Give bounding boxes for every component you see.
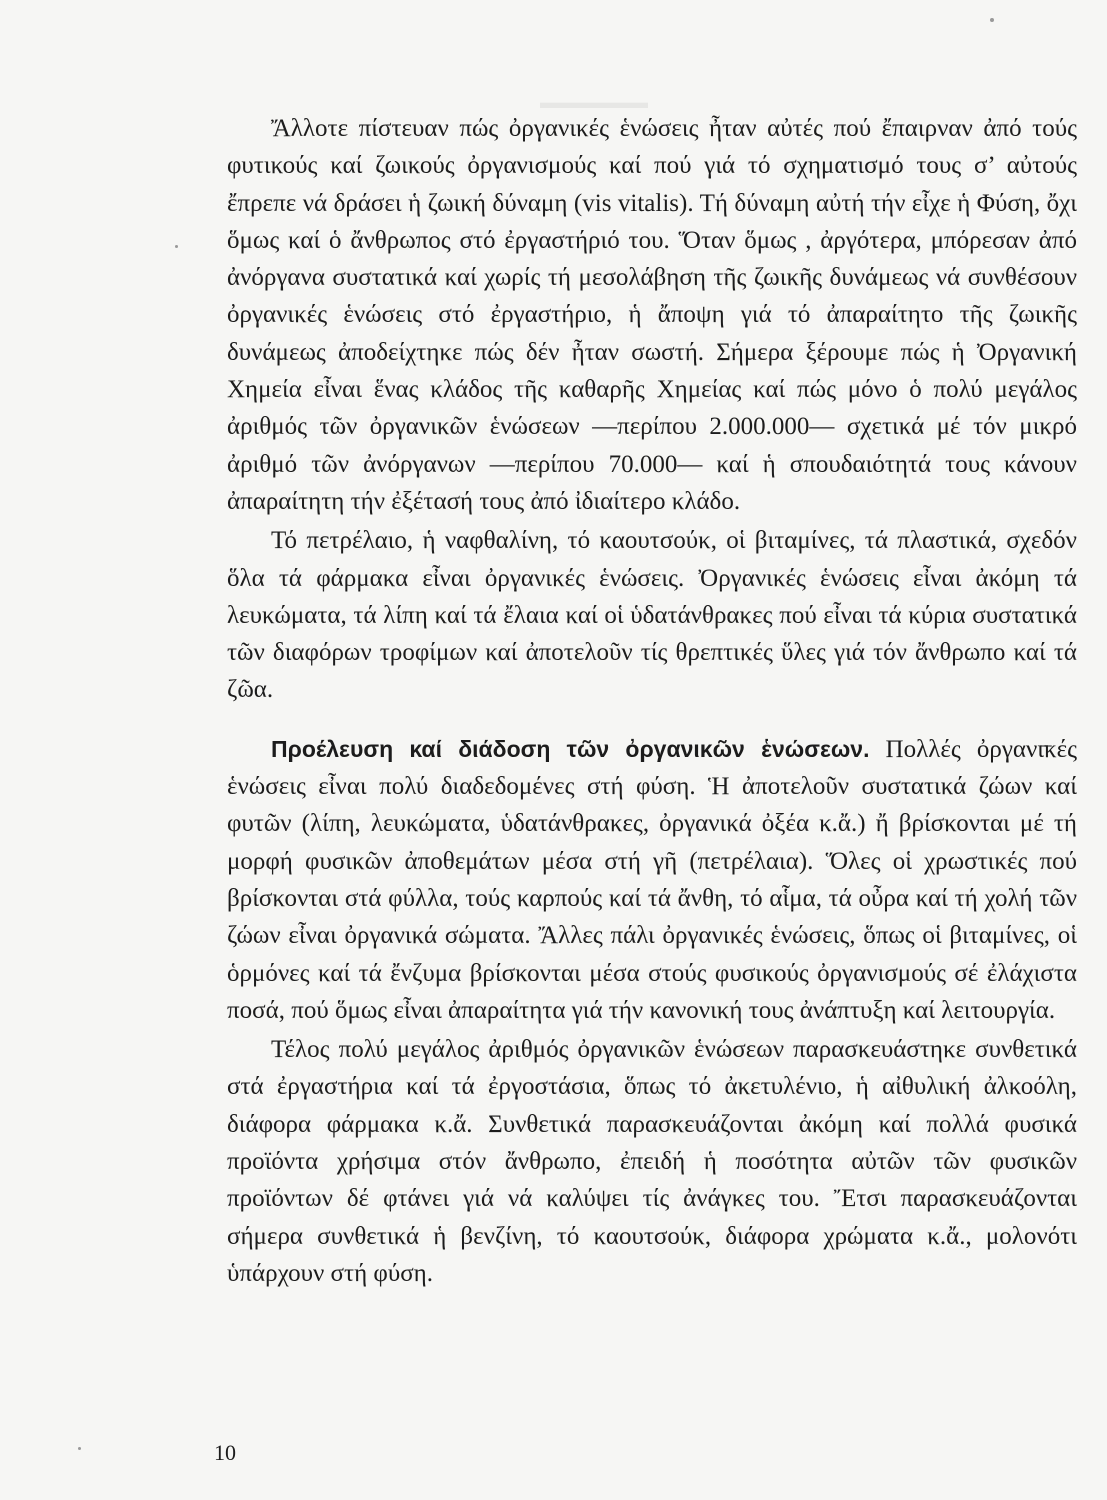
page-body [227,110,1077,1292]
paper-speck [990,18,994,22]
paragraph-examples: Τό πετρέλαιο, ἡ ναφθαλίνη, τό καουτσούκ, οἱ βιταμίνες, τά πλαστικά, σχεδόν ὅλα τά φάρμακα εἶναι ὀργανικές ἑνώσεις. Ὀργανικές ἑνώσεις εἶναι ἀκόμη τά λευκώματα, τά λίπη καί τά ἔλαια καί οἱ ὑδατάνθρακες πού εἶναι τά κύρια συστατικά τῶν διαφόρων τροφίμων καί ἀποτελοῦν τίς θρεπτικές ὕλες γιά τόν ἄνθρωπο καί τά ζῶα. [227,527,1077,704]
page-number: 10 [214,1440,236,1465]
bleed-through-mark: ▬▬▬▬▬▬ [540,92,648,112]
paper-speck [175,245,178,248]
paragraph-synthesis: Τέλος πολύ μεγάλος ἀριθμός ὀργανικῶν ἑνώσεων παρασκευάστηκε συνθετικά στά ἐργαστήρια καί τά ἐργοστάσια, ὅπως τό ἀκετυλένιο, ἡ αἰθυλική ἀλκοόλη, διάφορα φάρμακα κ.ἄ. Συνθετικά παρασκευάζονται ἀκόμη καί πολλά φυσικά προϊόντα χρήσιμα στόν ἄνθρωπο, ἐπειδή ἡ ποσότητα αὐτῶν τῶν φυσικῶν προϊόντων δέ φτάνει γιά νά καλύψει τίς ἀνάγκες του. Ἔτσι παρασκευάζονται σήμερα συνθετικά ἡ βενζίνη, τό καουτσούκ, διάφορα χρώματα κ.ἄ., μολονότι ὑπάρχουν στή φύση. [227,1036,1077,1287]
section-heading: Προέλευση καί διάδοση τῶν ὀργανικῶν ἑνώσεων. [271,735,870,762]
section-origin [227,731,1077,1029]
section-text: Πολλές ὀργανικές ἑνώσεις εἶναι πολύ διαδεδομένες στή φύση. Ἡ ἀποτελοῦν συστατικά ζώων καί φυτῶν (λίπη, λευκώματα, ὑδατάνθρακες, ὀργανικά ὀξέα κ.ἄ.) ἤ βρίσκονται μέ τή μορφή φυσικῶν ἀποθεμάτων μέσα στή γῆ (πετρέλαια). Ὅλες οἱ χρωστικές πού βρίσκονται στά φύλλα, τούς καρπούς καί τά ἄνθη, τό αἷμα, τά οὖρα καί τή χολή τῶν ζώων εἶναι ὀργανικά σώματα. Ἄλλες πάλι ὀργανικές ἑνώσεις, ὅπως οἱ βιταμίνες, οἱ ὁρμόνες καί τά ἔνζυμα βρίσκονται μέσα στούς φυσικούς ὀργανισμούς σέ ἐλάχιστα ποσά, πού ὅμως εἶναι ἀπαραίτητα γιά τήν κανονική τους ἀνάπτυξη καί λειτουργία. [227,735,1077,1024]
paper-speck [78,1447,81,1450]
paragraph-vitalism: Ἄλλοτε πίστευαν πώς ὀργανικές ἑνώσεις ἦταν αὐτές πού ἔπαιρναν ἀπό τούς φυτικούς καί ζωικούς ὀργανισμούς καί πού γιά τό σχηματισμό τους σ’ αὐτούς ἔπρεπε νά δράσει ἡ ζωική δύναμη (vis vitalis). Τή δύναμη αὐτή τήν εἶχε ἡ Φύση, ὄχι ὅμως καί ὁ ἄνθρωπος στό ἐργαστήριό του. Ὅταν ὅμως , ἀργότερα, μπόρεσαν ἀπό ἀνόργανα συστατικά καί χωρίς τή μεσολάβηση τῆς ζωικῆς δυνάμεως νά συνθέσουν ὀργανικές ἑνώσεις στό ἐργαστήριο, ἡ ἄποψη γιά τό ἀπαραίτητο τῆς ζωικῆς δυνάμεως ἀποδείχτηκε πώς δέν ἦταν σωστή. Σήμερα ξέρουμε πώς ἡ Ὀργανική Χημεία εἶναι ἕνας κλάδος τῆς καθαρῆς Χημείας καί πώς μόνο ὁ πολύ μεγάλος ἀριθμός τῶν ὀργανικῶν ἑνώσεων —περίπου 2.000.000— σχετικά μέ τόν μικρό ἀριθμό τῶν ἀνόργανων —περίπου 70.000— καί ἡ σπουδαιότητά τους κάνουν ἀπαραίτητη τήν ἐξέτασή τους ἀπό ἰδιαίτερο κλάδο. [227,115,1077,515]
